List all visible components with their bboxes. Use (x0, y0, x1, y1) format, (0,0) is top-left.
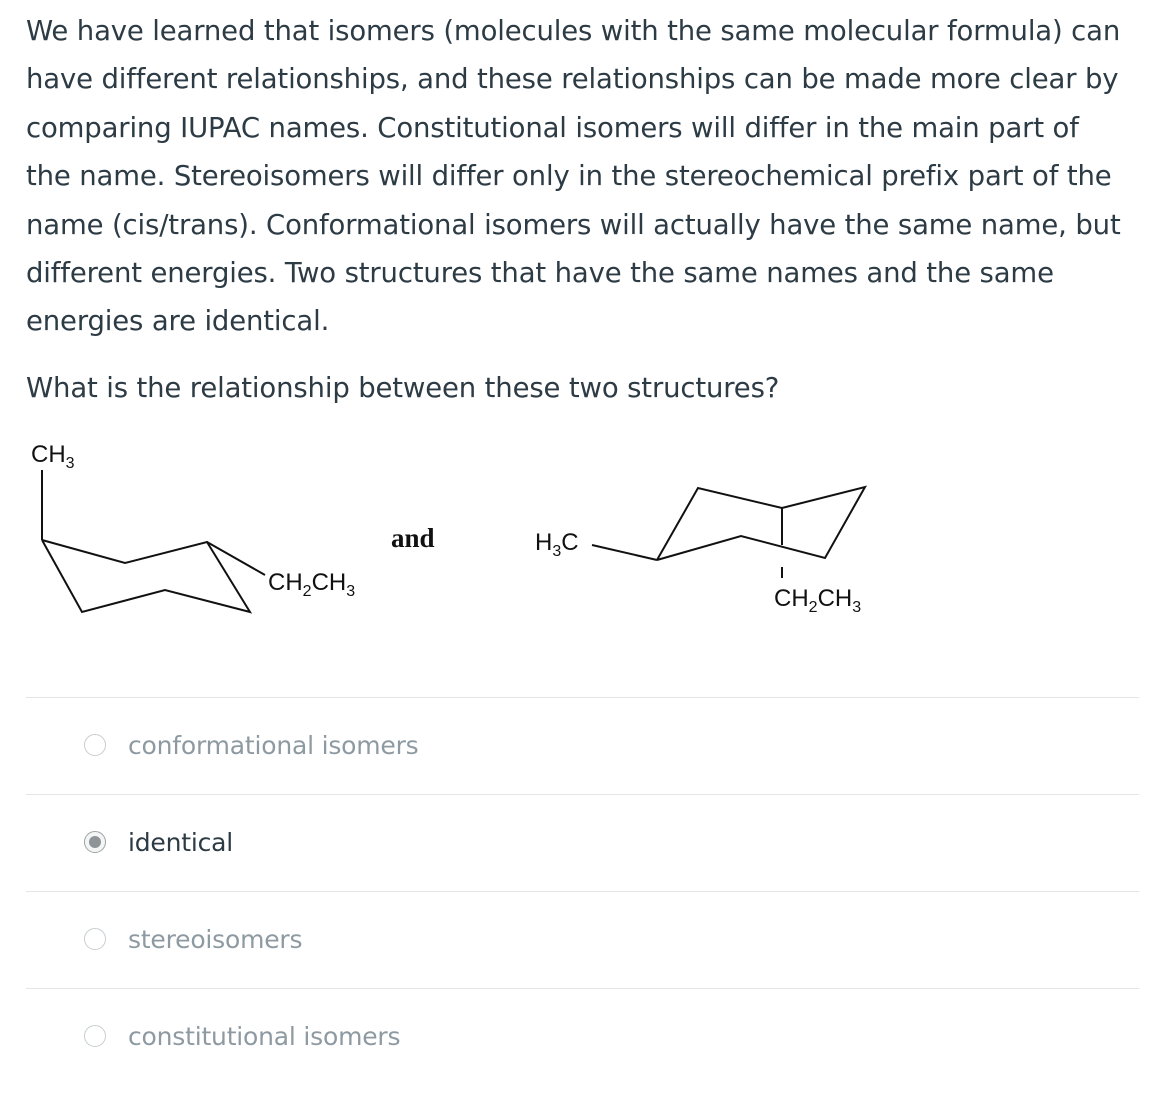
left-ethyl-label: $CH_2CH_3$ (268, 569, 356, 600)
left-ethyl-bond (207, 542, 265, 575)
radio-dot-icon (89, 836, 101, 848)
option-constitutional-isomers[interactable] (26, 988, 1139, 1085)
right-ethyl-label: $CH_2CH_3$ (774, 585, 862, 616)
radio-button[interactable] (84, 734, 106, 756)
left-structure (42, 470, 250, 612)
intro-line: energies are identical. (26, 305, 330, 338)
intro-line: have different relationships, and these relationships can be made more clear by (26, 63, 1119, 96)
intro-line: We have learned that isomers (molecules with the same molecular formula) can (26, 15, 1121, 47)
radio-button[interactable] (84, 1025, 106, 1047)
option-label[interactable]: identical (128, 828, 233, 857)
answer-options (26, 697, 1139, 1085)
left-methyl-label: $CH_3$ (31, 441, 75, 472)
radio-button[interactable] (84, 928, 106, 950)
option-identical[interactable] (26, 794, 1139, 891)
right-methyl-label: $H_3C$ (535, 529, 579, 560)
intro-line: different energies. Two structures that have the same names and the same (26, 257, 1054, 290)
intro-line: comparing IUPAC names. Constitutional isomers will differ in the main part of (26, 111, 1079, 144)
question-text: What is the relationship between these two structures? (26, 372, 780, 404)
intro-paragraph (26, 7, 1151, 346)
structures-figure (0, 425, 1160, 635)
intro-line: name (cis/trans). Conformational isomers will actually have the same name, but (26, 208, 1121, 241)
option-label[interactable]: constitutional isomers (128, 1022, 401, 1051)
option-label[interactable]: conformational isomers (128, 731, 419, 760)
radio-button-selected[interactable] (84, 831, 106, 853)
right-methyl-bond (592, 545, 657, 560)
and-connector: and (391, 523, 435, 553)
right-ring (657, 487, 865, 560)
option-conformational-isomers[interactable] (26, 697, 1139, 794)
left-ring (42, 540, 250, 612)
intro-line: the name. Stereoisomers will differ only in the stereochemical prefix part of the (26, 160, 1112, 193)
option-stereoisomers[interactable] (26, 891, 1139, 988)
right-structure (592, 487, 865, 578)
option-label[interactable]: stereoisomers (128, 925, 303, 954)
